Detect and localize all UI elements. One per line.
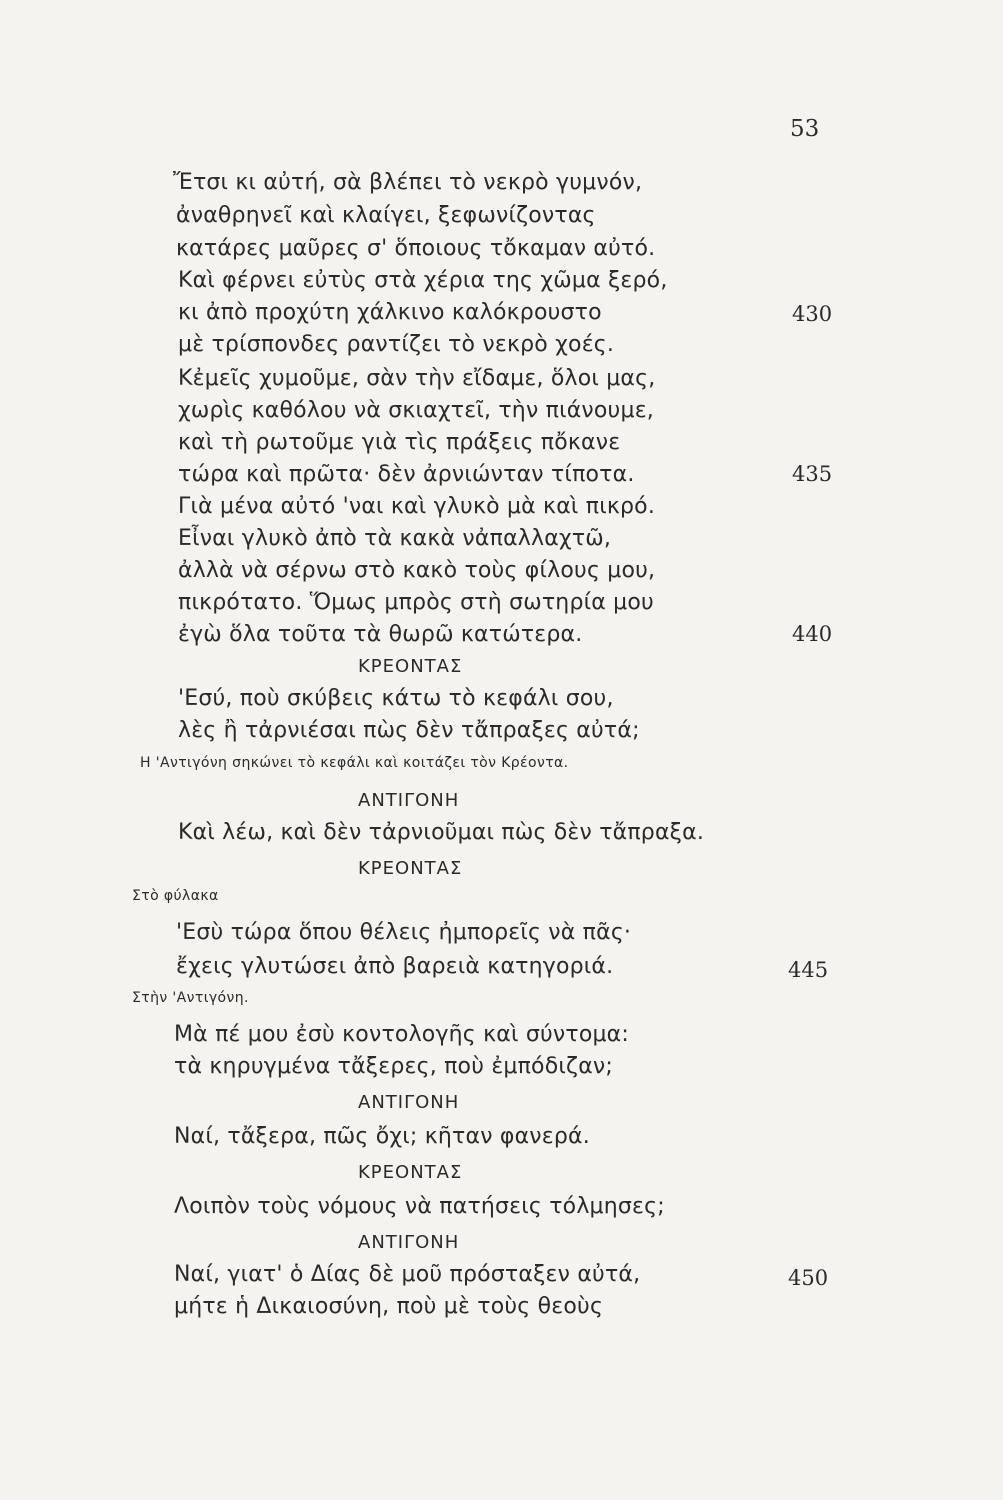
line-number: 450 xyxy=(788,1266,829,1290)
verse-line: καὶ τὴ ρωτοῦμε γιὰ τὶς πράξεις πὄκανε xyxy=(178,430,621,455)
verse-line: 'Εσύ, ποὺ σκύβεις κάτω τὸ κεφάλι σου, xyxy=(178,686,614,711)
verse-line: Καὶ λέω, καὶ δὲν τἀρνιοῦμαι πὼς δὲν τἄπραξα. xyxy=(178,820,705,845)
verse-line: Μὰ πέ μου ἐσὺ κοντολογῆς καὶ σύντομα: xyxy=(174,1022,629,1047)
line-number: 445 xyxy=(788,958,829,982)
verse-line: πικρότατο. Ὅμως μπρὸς στὴ σωτηρία μου xyxy=(178,590,654,615)
verse-line: τὰ κηρυγμένα τἄξερες, ποὺ ἐμπόδιζαν; xyxy=(174,1054,613,1079)
verse-line: λὲς ἢ τἀρνιέσαι πὼς δὲν τἄπραξες αὐτά; xyxy=(178,718,640,743)
verse-line: τώρα καὶ πρῶτα· δὲν ἀρνιώνταν τίποτα. xyxy=(178,462,635,487)
verse-line: ἐγὼ ὅλα τοῦτα τὰ θωρῶ κατώτερα. xyxy=(178,622,583,647)
verse-line: Ναί, τἄξερα, πῶς ὄχι; κῆταν φανερά. xyxy=(174,1124,590,1149)
stage-direction: Στὸ φύλακα xyxy=(132,888,219,904)
verse-line: Κἐμεῖς χυμοῦμε, σὰν τὴν εἴδαμε, ὅλοι μας, xyxy=(178,366,656,391)
verse-line: Λοιπὸν τοὺς νόμους νὰ πατήσεις τόλμησες; xyxy=(174,1194,665,1219)
speaker-name: ΑΝΤΙΓΟΝΗ xyxy=(358,1232,460,1253)
verse-line: Ναί, γιατ' ὁ Δίας δὲ μοῦ πρόσταξεν αὐτά, xyxy=(174,1262,641,1287)
speaker-name: ΚΡΕΟΝΤΑΣ xyxy=(358,656,463,677)
verse-line: ἀναθρηνεῖ καὶ κλαίγει, ξεφωνίζοντας xyxy=(176,203,596,228)
verse-line: ἀλλὰ νὰ σέρνω στὸ κακὸ τοὺς φίλους μου, xyxy=(178,558,656,583)
verse-line: 'Εσὺ τώρα ὅπου θέλεις ἠμπορεῖς νὰ πᾶς· xyxy=(176,920,632,945)
speaker-name: ΚΡΕΟΝΤΑΣ xyxy=(358,1162,463,1183)
verse-line: χωρὶς καθόλου νὰ σκιαχτεῖ, τὴν πιάνουμε, xyxy=(178,398,654,423)
page-number: 53 xyxy=(790,116,820,142)
verse-line: Καὶ φέρνει εὐτὺς στὰ χέρια της χῶμα ξερό, xyxy=(178,268,668,293)
verse-line: Ἔτσι κι αὐτή, σὰ βλέπει τὸ νεκρὸ γυμνόν, xyxy=(173,170,643,195)
speaker-name: ΑΝΤΙΓΟΝΗ xyxy=(358,790,460,811)
verse-line: μήτε ἡ Δικαιοσύνη, ποὺ μὲ τοὺς θεοὺς xyxy=(174,1294,604,1319)
verse-line: κι ἀπὸ προχύτη χάλκινο καλόκρουστο xyxy=(178,300,602,325)
line-number: 435 xyxy=(792,462,833,486)
line-number: 440 xyxy=(792,622,833,646)
stage-direction: Η 'Αντιγόνη σηκώνει τὸ κεφάλι καὶ κοιτάζει τὸν Κρέοντα. xyxy=(140,755,569,771)
verse-line: Εἶναι γλυκὸ ἀπὸ τὰ κακὰ νἀπαλλαχτῶ, xyxy=(178,526,612,551)
verse-line: κατάρες μαῦρες σ' ὅποιους τὄκαμαν αὐτό. xyxy=(176,236,656,261)
stage-direction: Στὴν 'Αντιγόνη. xyxy=(132,990,249,1006)
speaker-name: ΚΡΕΟΝΤΑΣ xyxy=(358,858,463,879)
verse-line: Γιὰ μένα αὐτό 'ναι καὶ γλυκὸ μὰ καὶ πικρό. xyxy=(178,494,656,519)
verse-line: μὲ τρίσπονδες ραντίζει τὸ νεκρὸ χοές. xyxy=(178,332,615,357)
verse-line: ἔχεις γλυτώσει ἀπὸ βαρειὰ κατηγοριά. xyxy=(176,954,614,979)
line-number: 430 xyxy=(792,302,833,326)
speaker-name: ΑΝΤΙΓΟΝΗ xyxy=(358,1092,460,1113)
